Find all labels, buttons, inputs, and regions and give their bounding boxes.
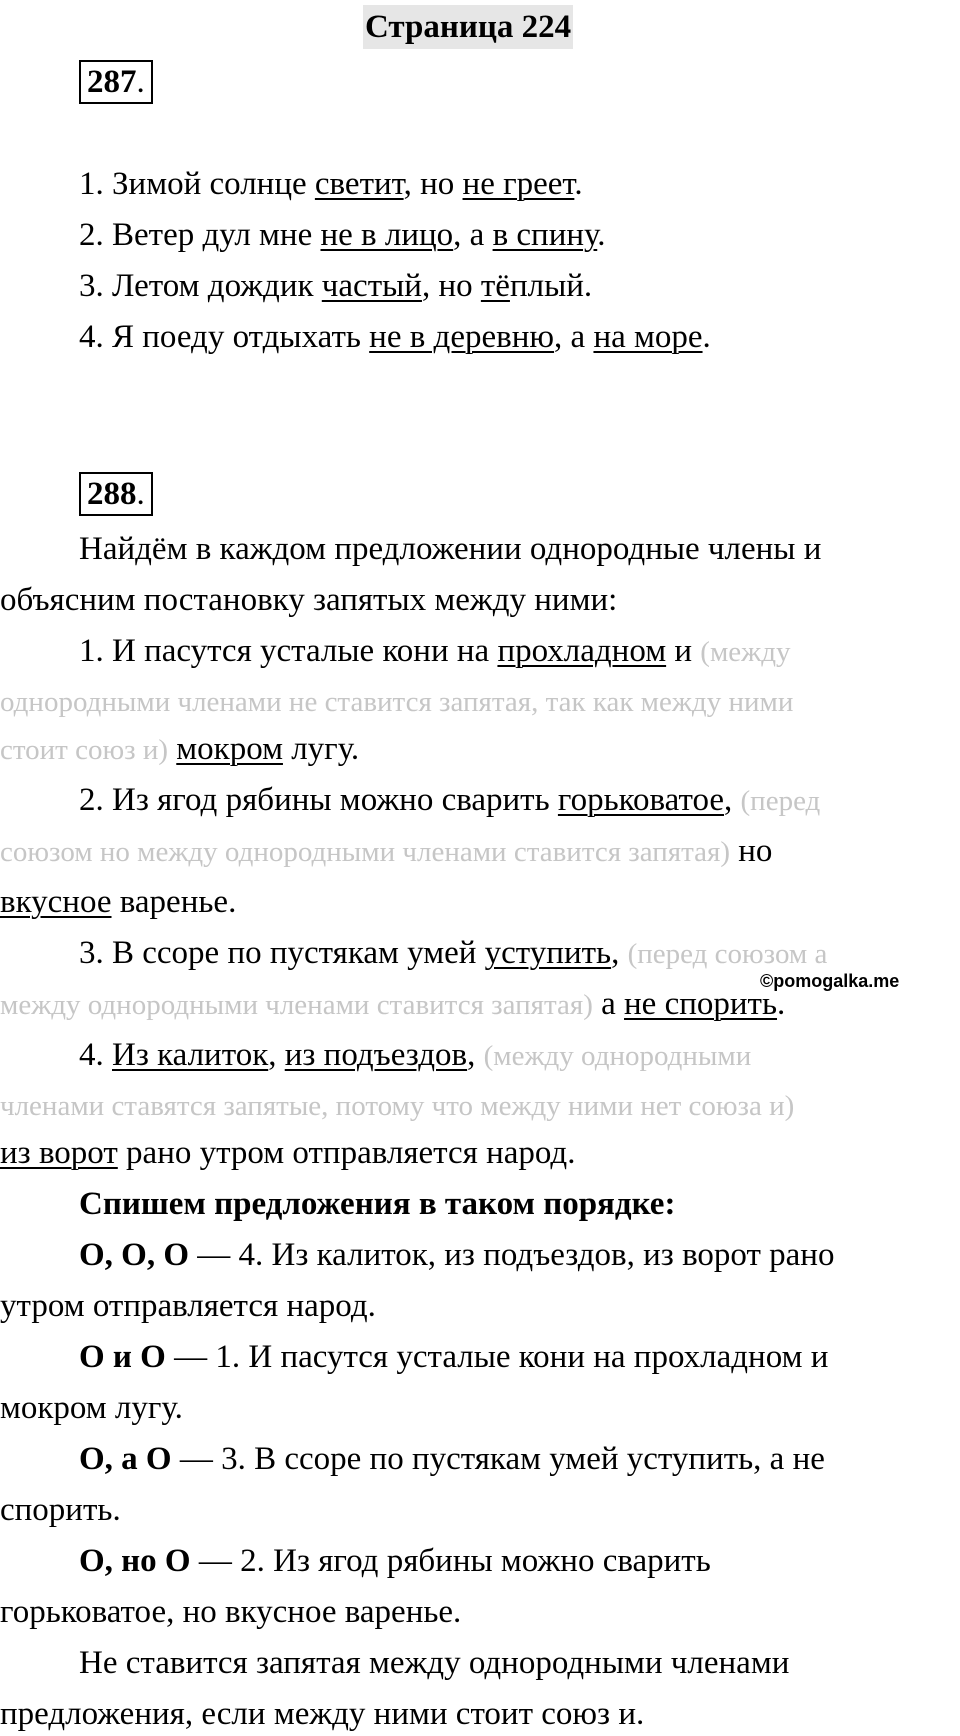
example-1-note: однородными членами не ставится запятая, так как между ними <box>0 686 794 718</box>
order-3-line-1: О, а О — 3. В ссоре по пустякам умей уступить, а не <box>79 1441 825 1477</box>
task-number-box: 287. <box>79 60 153 104</box>
order-4-line-2: горьковатое, но вкусное варенье. <box>0 1594 462 1630</box>
task-number-box: 288. <box>79 472 153 516</box>
sentence-287-2: 2. Ветер дул мне не в лицо, а в спину. <box>79 217 606 253</box>
intro-line-2: объясним постановку запятых между ними: <box>0 582 618 618</box>
rule-line-1: Не ставится запятая между однородными членами <box>79 1645 790 1681</box>
watermark: ©pomogalka.me <box>760 971 900 991</box>
example-2-line-2: союзом но между однородными членами ставится запятая) но <box>0 833 773 869</box>
order-1-line-2: утром отправляется народ. <box>0 1288 376 1324</box>
example-1-line-1: 1. И пасутся усталые кони на прохладном и (между <box>79 633 791 669</box>
order-2-line-2: мокром лугу. <box>0 1390 183 1426</box>
page-title: Страница 224 <box>363 5 573 49</box>
order-2-line-1: О и О — 1. И пасутся усталые кони на прохладном и <box>79 1339 829 1375</box>
example-4-note: членами ставятся запятые, потому что между ними нет союза и) <box>0 1090 795 1122</box>
example-4-line-3: из ворот рано утром отправляется народ. <box>0 1135 576 1171</box>
task-number-287 <box>79 60 153 104</box>
example-3-line-1: 3. В ссоре по пустякам умей уступить, (перед союзом а <box>79 935 828 971</box>
order-1-line-1: О, О, О — 4. Из калиток, из подъездов, из ворот рано <box>79 1237 835 1273</box>
intro-line-1: Найдём в каждом предложении однородные члены и <box>79 531 822 567</box>
order-3-line-2: спорить. <box>0 1492 121 1528</box>
task-number-288 <box>79 472 153 516</box>
order-4-line-1: О, но О — 2. Из ягод рябины можно сварить <box>79 1543 711 1579</box>
example-3-line-2: между однородными членами ставится запятая) а не спорить. <box>0 986 786 1022</box>
sentence-287-3: 3. Летом дождик частый, но тёплый. <box>79 268 593 304</box>
example-2-line-1: 2. Из ягод рябины можно сварить горьковатое, (перед <box>79 782 821 818</box>
example-1-line-3: стоит союз и) мокром лугу. <box>0 731 360 767</box>
order-heading: Спишем предложения в таком порядке: <box>79 1186 676 1222</box>
example-4-line-1: 4. Из калиток, из подъездов, (между однородными <box>79 1037 752 1073</box>
sentence-287-1: 1. Зимой солнце светит, но не греет. <box>79 166 583 202</box>
rule-line-2: предложения, если между ними стоит союз и. <box>0 1696 645 1732</box>
sentence-287-4: 4. Я поеду отдыхать не в деревню, а на море. <box>79 319 711 355</box>
example-2-line-3: вкусное варенье. <box>0 884 237 920</box>
